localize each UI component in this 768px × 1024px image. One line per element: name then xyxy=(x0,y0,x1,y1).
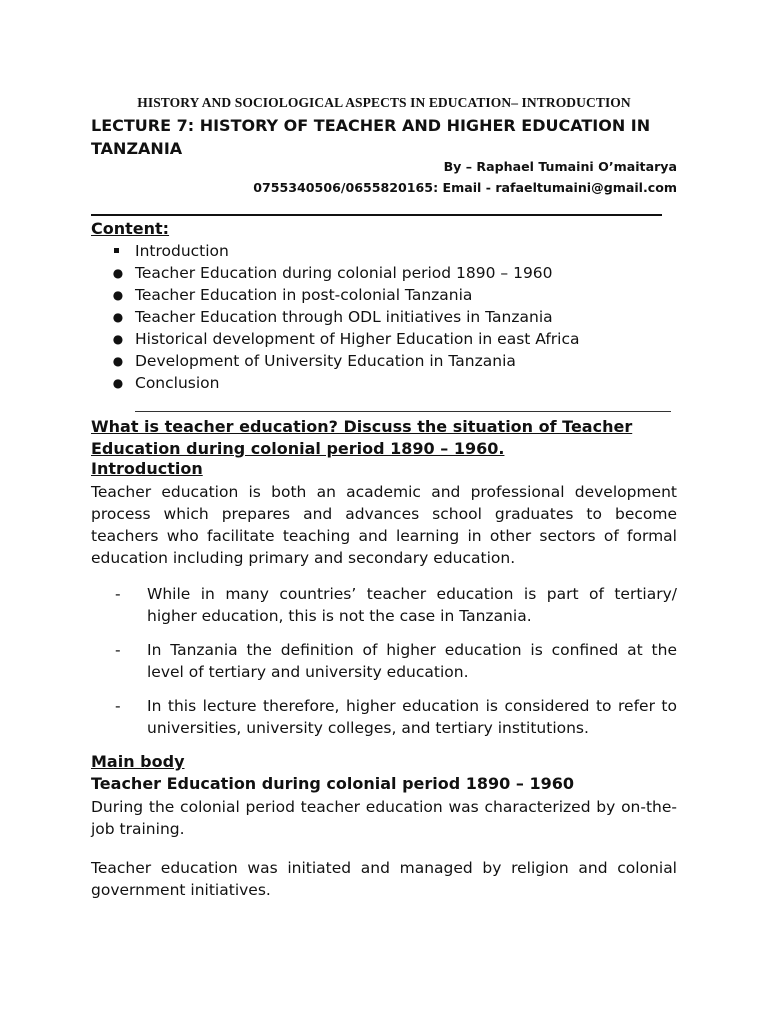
main-body-heading: Main body xyxy=(91,752,185,771)
contents-list xyxy=(112,240,580,394)
course-title: HISTORY AND SOCIOLOGICAL ASPECTS IN EDUCATION– INTRODUCTION xyxy=(137,95,631,110)
bullet-icon: ● xyxy=(112,376,124,390)
contents-divider xyxy=(135,411,671,412)
list-item: Introduction xyxy=(112,240,580,262)
dash-bullet-icon: - xyxy=(115,641,121,659)
introduction-heading: Introduction xyxy=(91,459,203,478)
bullet-icon: ● xyxy=(112,288,124,302)
dash-bullet-icon: - xyxy=(115,697,121,715)
body-paragraph: Teacher education was initiated and managed by religion and colonial government initiatives. xyxy=(91,859,677,899)
bullet-icon: ● xyxy=(112,354,124,368)
lecture-title: LECTURE 7: HISTORY OF TEACHER AND HIGHER EDUCATION IN TANZANIA xyxy=(91,116,651,158)
list-item: ● Conclusion xyxy=(112,374,220,392)
list-item: ● Development of University Education in Tanzania xyxy=(112,352,516,370)
author-line: By – Raphael Tumaini O’maitarya xyxy=(443,159,677,174)
dash-bullet-icon: - xyxy=(115,585,121,603)
header-divider xyxy=(91,214,662,216)
contents-heading: Content: xyxy=(91,219,170,238)
bullet-icon: ● xyxy=(112,310,124,324)
bullet-icon: ● xyxy=(112,266,124,280)
list-item: ● Teacher Education during colonial period 1890 – 1960 xyxy=(112,264,553,282)
list-item: ● Teacher Education through ODL initiatives in Tanzania xyxy=(112,308,553,326)
contact-line: 0755340506/0655820165: Email - rafaeltumaini@gmail.com xyxy=(253,180,677,195)
square-bullet-icon xyxy=(114,248,119,253)
list-item: - While in many countries’ teacher education is part of tertiary/ higher education, this is not the case in Tanzania. xyxy=(115,585,677,625)
list-item: - In this lecture therefore, higher education is considered to refer to universities, university colleges, and tertiary institutions. xyxy=(115,697,677,737)
list-item: ● Teacher Education in post-colonial Tanzania xyxy=(112,286,473,304)
byline xyxy=(253,156,677,198)
body-paragraph: During the colonial period teacher education was characterized by on-the-job training. xyxy=(91,798,677,838)
list-item: ● Historical development of Higher Education in east Africa xyxy=(112,330,580,348)
bullet-icon: ● xyxy=(112,332,124,346)
section-title: Teacher Education during colonial period 1890 – 1960 xyxy=(91,774,574,793)
introduction-paragraph: Teacher education is both an academic and professional development process which prepares and advances school graduates to become teachers who facilitate teaching and learning in other sectors of formal education including primary and secondary education. xyxy=(91,483,677,567)
list-item: - In Tanzania the definition of higher education is confined at the level of tertiary and university education. xyxy=(115,641,677,681)
discussion-question: What is teacher education? Discuss the situation of Teacher Education during colonial period 1890 – 1960. xyxy=(91,417,633,458)
